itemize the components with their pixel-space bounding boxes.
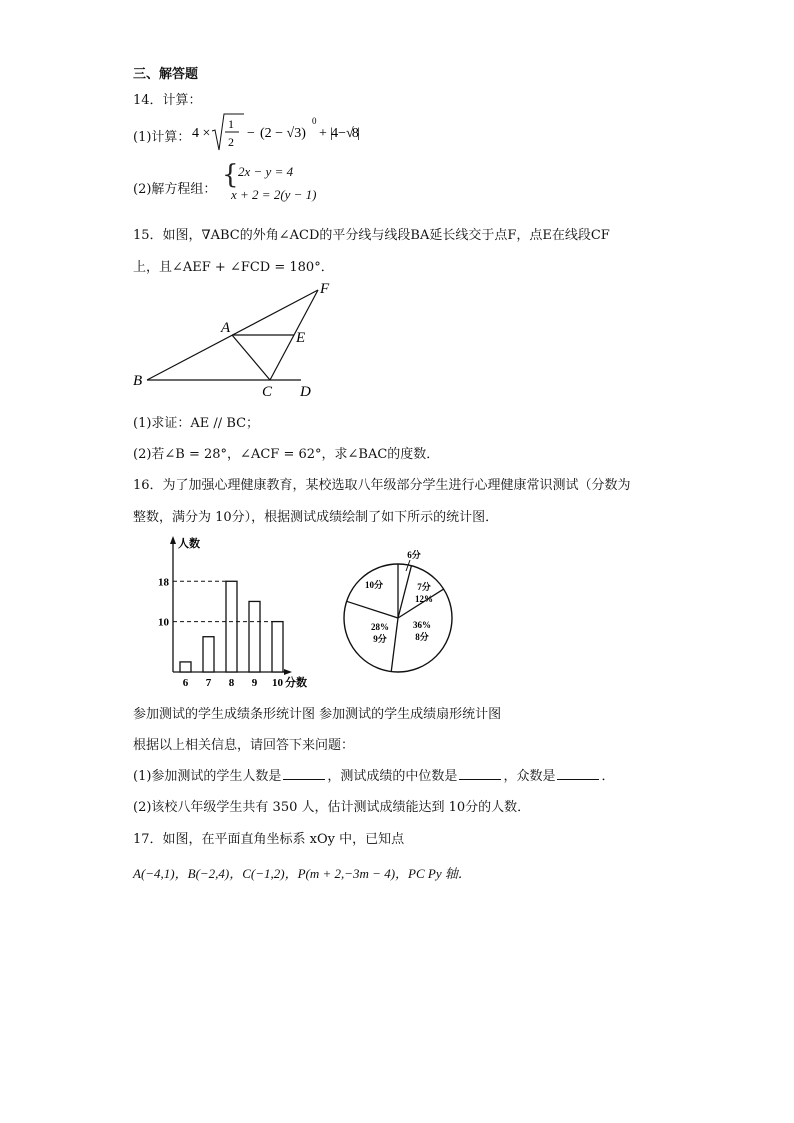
pie-label-7分-1: 12%: [415, 594, 433, 604]
q17-line1: 17．如图，在平面直角坐标系 xOy 中，已知点: [133, 832, 405, 847]
pie-label-9分-0: 28%: [371, 622, 389, 632]
q16-part2: (2)该校八年级学生共有 350 人，估计测试成绩能达到 10分的人数．: [133, 800, 531, 815]
answer-blank-count[interactable]: [283, 769, 325, 780]
q15-line1: 15．如图，∇ABC的外角∠ACD的平分线与线段BA延长线交于点F，点E在线段CF: [133, 228, 610, 243]
expr-paren: (2 − √3): [260, 126, 306, 141]
q16-part1-text-a: (1)参加测试的学生人数是: [133, 769, 282, 784]
label-B: B: [133, 373, 143, 389]
answer-blank-median[interactable]: [459, 769, 501, 780]
pie-label-9分-1: 9分: [373, 634, 387, 644]
expr-den: 2: [228, 135, 234, 149]
label-E: E: [296, 330, 306, 346]
q14-eq2: x + 2 = 2(y − 1): [231, 187, 317, 202]
q15-line2: 上，且∠AEF + ∠FCD = 180°．: [133, 260, 334, 275]
q16-part1: [133, 765, 614, 784]
q14-part1-label: (1)计算：: [133, 130, 191, 145]
x-tick-label-7: 7: [205, 677, 212, 689]
expr-minus: −: [247, 126, 255, 141]
q17-line2: A(−4,1)，B(−2,4)，C(−1,2)，P(m + 2,−3m − 4)，PC Py 轴．: [133, 866, 471, 881]
x-tick-label-9: 9: [251, 677, 258, 689]
q16-part1-text-b: ，测试成绩的中位数是: [327, 769, 458, 784]
q15-part2: (2)若∠B = 28°，∠ACF = 62°，求∠BAC的度数．: [133, 447, 440, 462]
expr-exponent: 0: [312, 116, 317, 126]
q14-eq1: 2x − y = 4: [238, 164, 294, 179]
x-tick-label-6: 6: [182, 677, 189, 689]
bar-10: [272, 622, 283, 672]
expr-num: 1: [228, 117, 234, 131]
expr-abs: |4 − √8|: [330, 126, 360, 141]
pie-chart: [340, 542, 465, 678]
bar-6: [180, 662, 191, 672]
label-C: C: [262, 384, 273, 400]
expr-plus: +: [319, 126, 327, 141]
label-F: F: [320, 281, 330, 297]
pie-label-8分-1: 8分: [415, 632, 429, 642]
y-axis-arrow-icon: [170, 536, 176, 544]
q16-prompt: 根据以上相关信息，请回答下来问题：: [133, 738, 355, 753]
q16-captions: 参加测试的学生成绩条形统计图 参加测试的学生成绩扇形统计图: [133, 707, 502, 722]
bar-chart: [150, 534, 320, 692]
line-AC: [232, 335, 270, 380]
q16-line2: 整数，满分为 10分），根据测试成绩绘制了如下所示的统计图．: [133, 510, 499, 525]
pie-label-8分-0: 36%: [413, 620, 431, 630]
y-tick-label-10: 10: [158, 616, 169, 629]
section-heading: 三、解答题: [133, 67, 199, 82]
q14-part2-label: (2)解方程组：: [133, 182, 217, 197]
answer-blank-mode[interactable]: [557, 769, 599, 780]
bar-9: [249, 601, 260, 672]
q15-part1: (1)求证：AE // BC；: [133, 416, 260, 431]
pie-label-10分-0: 10分: [364, 580, 384, 590]
q16-part1-text-d: ．: [601, 769, 615, 784]
q16-line1: 16．为了加强心理健康教育，某校选取八年级部分学生进行心理健康常识测试（分数为: [133, 478, 631, 493]
pie-label-7分-0: 7分: [417, 582, 431, 592]
x-axis-label: 分数: [285, 677, 307, 689]
y-tick-label-18: 18: [158, 576, 169, 589]
x-tick-label-8: 8: [228, 677, 235, 689]
y-axis-label: 人数: [178, 538, 200, 550]
triangle-figure: [128, 278, 348, 402]
bar-7: [203, 637, 214, 672]
bar-8: [226, 581, 237, 672]
q14-part1-expression: [192, 110, 362, 156]
label-A: A: [221, 320, 231, 336]
expr-4x: 4 ×: [192, 126, 211, 141]
brace-icon: {: [222, 160, 239, 190]
x-axis-arrow-icon: [284, 669, 292, 675]
x-tick-label-10: 10: [272, 677, 283, 689]
q16-part1-text-c: ，众数是: [503, 769, 556, 784]
pie-slices: [344, 549, 452, 672]
pie-label-6分-0: 6分: [407, 550, 421, 560]
label-D: D: [300, 384, 311, 400]
q14-title: 14．计算：: [133, 93, 202, 108]
